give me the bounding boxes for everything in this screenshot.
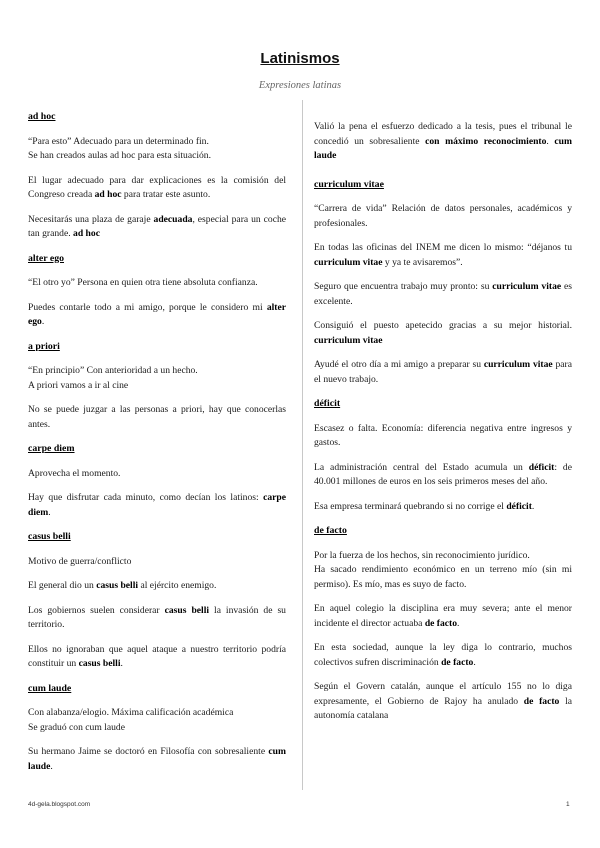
term-heading-carpe-diem: carpe diem bbox=[28, 443, 75, 454]
highlighted-term: casus belli bbox=[78, 658, 121, 669]
definition-alter-ego: “El otro yo” Persona en quien otra tiene absoluta confianza. bbox=[28, 277, 258, 288]
definition-curriculum-vitae: “Carrera de vida” Relación de datos personales, académicos y profesionales. bbox=[314, 203, 572, 229]
term-heading-ad-hoc: ad hoc bbox=[28, 111, 56, 122]
example-paragraph: Según el Govern catalán, aunque el artículo 155 no lo diga expresamente, el Gobierno de Rajoy ha anulado de facto la autonomía catalana bbox=[314, 681, 572, 721]
example-paragraph: Ayudé el otro día a mi amigo a preparar su curriculum vitae para el nuevo trabajo. bbox=[314, 359, 572, 385]
page-subtitle: Expresiones latinas bbox=[258, 80, 342, 91]
highlighted-term: de facto bbox=[424, 617, 458, 629]
example-paragraph: Valió la pena el esfuerzo dedicado a la tesis, pues el tribunal le concedió un sobresaliente con máximo reconocimiento. cum laude bbox=[314, 121, 573, 161]
definition-ad-hoc bbox=[28, 135, 286, 164]
example-paragraph: Los gobiernos suelen considerar casus belli la invasión de su territorio. bbox=[28, 604, 286, 630]
definition-cum-laude bbox=[28, 706, 286, 735]
example-text: A priori vamos a ir al cine bbox=[28, 379, 129, 391]
definition-text: “Para esto” Adecuado para un determinado fin. bbox=[28, 135, 209, 147]
term-heading-alter-ego: alter ego bbox=[28, 252, 64, 264]
example-paragraph: Esa empresa terminará quebrando si no corrige el déficit. bbox=[314, 500, 535, 512]
example-paragraph: Consiguió el puesto apetecido gracias a su mejor historial. curriculum vitae bbox=[314, 320, 572, 346]
example-paragraph: No se puede juzgar a las personas a priori, hay que conocerlas antes. bbox=[28, 404, 286, 430]
example-text: Se han creados aulas ad hoc para esta situación. bbox=[28, 150, 212, 161]
page-title: Latinismos bbox=[260, 50, 340, 67]
highlighted-term: de facto bbox=[441, 656, 474, 668]
highlighted-term: curriculum vitae bbox=[314, 256, 383, 268]
highlighted-term: ad hoc bbox=[73, 228, 100, 239]
highlighted-term: adecuada bbox=[153, 213, 193, 225]
term-heading-cum-laude: cum laude bbox=[28, 682, 72, 694]
left-column bbox=[28, 110, 286, 784]
term-heading-casus-belli: casus belli bbox=[28, 531, 71, 542]
example-paragraph: Seguro que encuentra trabajo muy pronto: su curriculum vitae es excelente. bbox=[314, 281, 572, 307]
example-paragraph: Ellos no ignoraban que aquel ataque a nuestro territorio podría constituir un casus belli. bbox=[28, 643, 286, 669]
example-paragraph: El general dio un casus belli al ejército enemigo. bbox=[28, 580, 217, 591]
definition-a-priori bbox=[28, 364, 286, 393]
highlighted-term: cum laude bbox=[314, 135, 573, 161]
example-paragraph: Su hermano Jaime se doctoró en Filosofía con sobresaliente cum laude. bbox=[28, 746, 286, 772]
definition-carpe-diem: Aprovecha el momento. bbox=[28, 467, 121, 479]
example-text: Ha sacado rendimiento económico en un terreno mío (sin mi permiso). Es mío, mas es suyo de facto. bbox=[314, 564, 572, 590]
highlighted-term: alter ego bbox=[28, 301, 286, 327]
term-heading-curriculum-vitae: curriculum vitae bbox=[314, 178, 384, 190]
term-heading-deficit: déficit bbox=[314, 398, 341, 409]
example-paragraph: El lugar adecuado para dar explicaciones es la comisión del Congreso creada ad hoc para tratar este asunto. bbox=[28, 174, 286, 200]
highlighted-term: déficit bbox=[506, 500, 532, 512]
definition-text: Con alabanza/elogio. Máxima calificación académica bbox=[28, 707, 234, 718]
example-paragraph: La administración central del Estado acumula un déficit: de 40.001 millones de euros en los seis primeros meses del año. bbox=[314, 461, 572, 487]
example-paragraph: Puedes contarle todo a mi amigo, porque le considero mi alter ego. bbox=[28, 301, 286, 327]
highlighted-term: curriculum vitae bbox=[314, 334, 383, 346]
highlighted-term: de facto bbox=[523, 695, 560, 707]
example-paragraph: Necesitarás una plaza de garaje adecuada, especial para un coche tan grande. ad hoc bbox=[28, 213, 287, 239]
highlighted-term: casus belli bbox=[164, 604, 210, 616]
term-heading-de-facto: de facto bbox=[314, 525, 347, 536]
definition-casus-belli: Motivo de guerra/conflicto bbox=[28, 555, 132, 567]
highlighted-term: carpe diem bbox=[28, 492, 286, 518]
footer-site: 4d-gela.blogspot.com bbox=[28, 801, 91, 808]
definition-text: “En principio” Con anterioridad a un hecho. bbox=[28, 365, 198, 376]
column-divider bbox=[302, 100, 303, 790]
highlighted-term: cum laude bbox=[28, 746, 286, 772]
term-heading-a-priori: a priori bbox=[28, 340, 60, 352]
definition-de-facto bbox=[314, 549, 572, 593]
definition-deficit: Escasez o falta. Economía: diferencia negativa entre ingresos y gastos. bbox=[314, 422, 572, 448]
highlighted-term: déficit bbox=[528, 461, 555, 473]
definition-text: Por la fuerza de los hechos, sin reconocimiento jurídico. bbox=[314, 549, 530, 561]
example-text: Se graduó con cum laude bbox=[28, 721, 125, 733]
highlighted-term: curriculum vitae bbox=[492, 281, 562, 292]
example-paragraph: En aquel colegio la disciplina era muy severa; ante el menor incidente el director actuaba de facto. bbox=[314, 603, 572, 629]
example-paragraph: En esta sociedad, aunque la ley diga lo contrario, muchos colectivos sufren discriminación de facto. bbox=[314, 642, 572, 668]
highlighted-term: curriculum vitae bbox=[483, 359, 553, 370]
right-column bbox=[314, 120, 572, 734]
highlighted-term: con máximo reconocimiento bbox=[425, 135, 547, 147]
highlighted-term: casus belli bbox=[96, 580, 139, 591]
highlighted-term: ad hoc bbox=[94, 189, 122, 200]
example-paragraph: Hay que disfrutar cada minuto, como decían los latinos: carpe diem. bbox=[28, 492, 286, 518]
example-paragraph: En todas las oficinas del INEM me dicen lo mismo: “déjanos tu curriculum vitae y ya te avisaremos”. bbox=[314, 242, 572, 268]
page-number: 1 bbox=[566, 801, 570, 808]
